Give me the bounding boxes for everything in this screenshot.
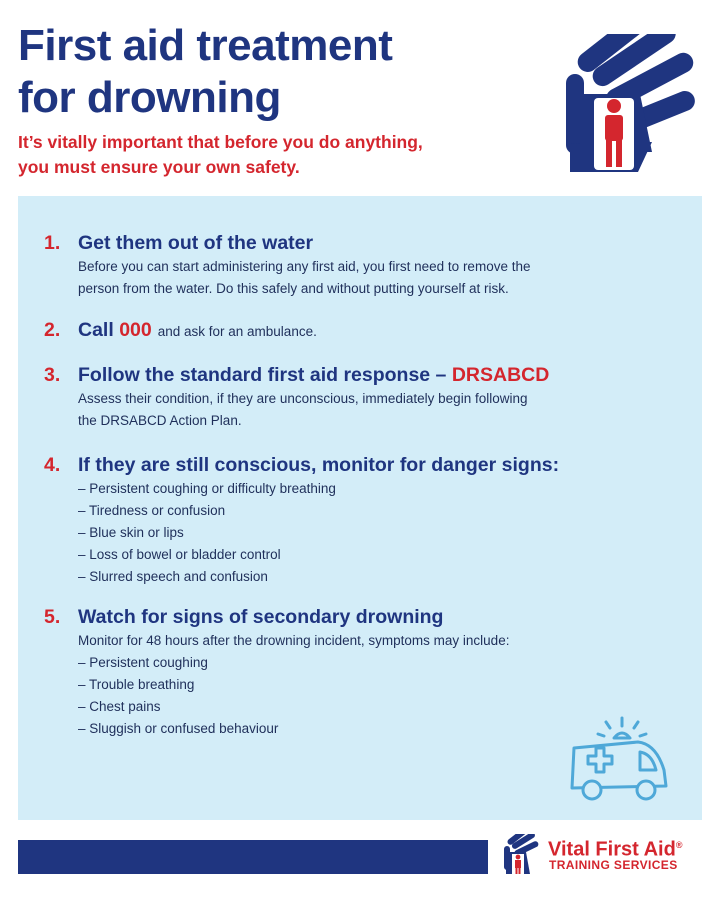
step-body-line: Monitor for 48 hours after the drowning incident, symptoms may include: <box>78 633 510 648</box>
list-item: – Chest pains <box>78 699 161 714</box>
drsabcd-highlight: DRSABCD <box>451 364 550 386</box>
step-body-line: the DRSABCD Action Plan. <box>78 413 242 428</box>
step-2 <box>44 317 644 345</box>
ambulance-icon <box>566 714 676 804</box>
title-line-2: for drowning <box>18 73 281 122</box>
list-item: – Tiredness or confusion <box>78 503 226 518</box>
step-heading <box>78 317 317 345</box>
step-number: 4. <box>44 454 61 476</box>
safety-subtitle <box>18 130 423 180</box>
title-line-1: First aid treatment <box>18 21 393 70</box>
small-hand-logo-icon <box>502 834 544 876</box>
subtitle-line-1: It’s vitally important that before you do anything, <box>18 132 423 152</box>
list-item: – Slurred speech and confusion <box>78 569 268 584</box>
step-heading: Get them out of the water <box>78 232 314 254</box>
brand-name <box>548 834 682 861</box>
step-heading-prefix: Call <box>78 319 120 341</box>
list-item: – Persistent coughing or difficulty breathing <box>78 481 336 496</box>
step-heading-prefix: Follow the standard first aid response – <box>78 364 452 386</box>
step-heading-suffix: and ask for an ambulance. <box>157 324 317 339</box>
step-heading: Watch for signs of secondary drowning <box>78 606 444 628</box>
step-1 <box>44 230 644 300</box>
hand-logo-icon <box>560 34 710 174</box>
emergency-number: 000 <box>119 319 152 341</box>
step-number: 5. <box>44 606 61 628</box>
list-item: – Persistent coughing <box>78 655 208 670</box>
step-5 <box>44 604 644 740</box>
subtitle-line-2: you must ensure your own safety. <box>18 157 300 177</box>
footer-bar <box>18 840 488 874</box>
step-number: 2. <box>44 319 61 341</box>
step-3 <box>44 362 644 432</box>
step-number: 1. <box>44 232 61 254</box>
list-item: – Sluggish or confused behaviour <box>78 721 279 736</box>
step-body-line: Before you can start administering any first aid, you first need to remove the <box>78 259 531 274</box>
step-number: 3. <box>44 364 61 386</box>
brand-name-text: Vital First Aid <box>548 838 676 861</box>
list-item: – Trouble breathing <box>78 677 195 692</box>
step-heading <box>78 362 549 388</box>
step-heading: If they are still conscious, monitor for danger signs: <box>78 454 560 476</box>
step-body-line: Assess their condition, if they are unconscious, immediately begin following <box>78 391 528 406</box>
brand-subtitle: TRAINING SERVICES <box>549 858 678 872</box>
page-title <box>18 20 392 124</box>
list-item: – Loss of bowel or bladder control <box>78 547 281 562</box>
step-4 <box>44 452 644 588</box>
step-body-line: person from the water. Do this safely and without putting yourself at risk. <box>78 281 509 296</box>
registered-mark: ® <box>675 840 683 850</box>
list-item: – Blue skin or lips <box>78 525 184 540</box>
